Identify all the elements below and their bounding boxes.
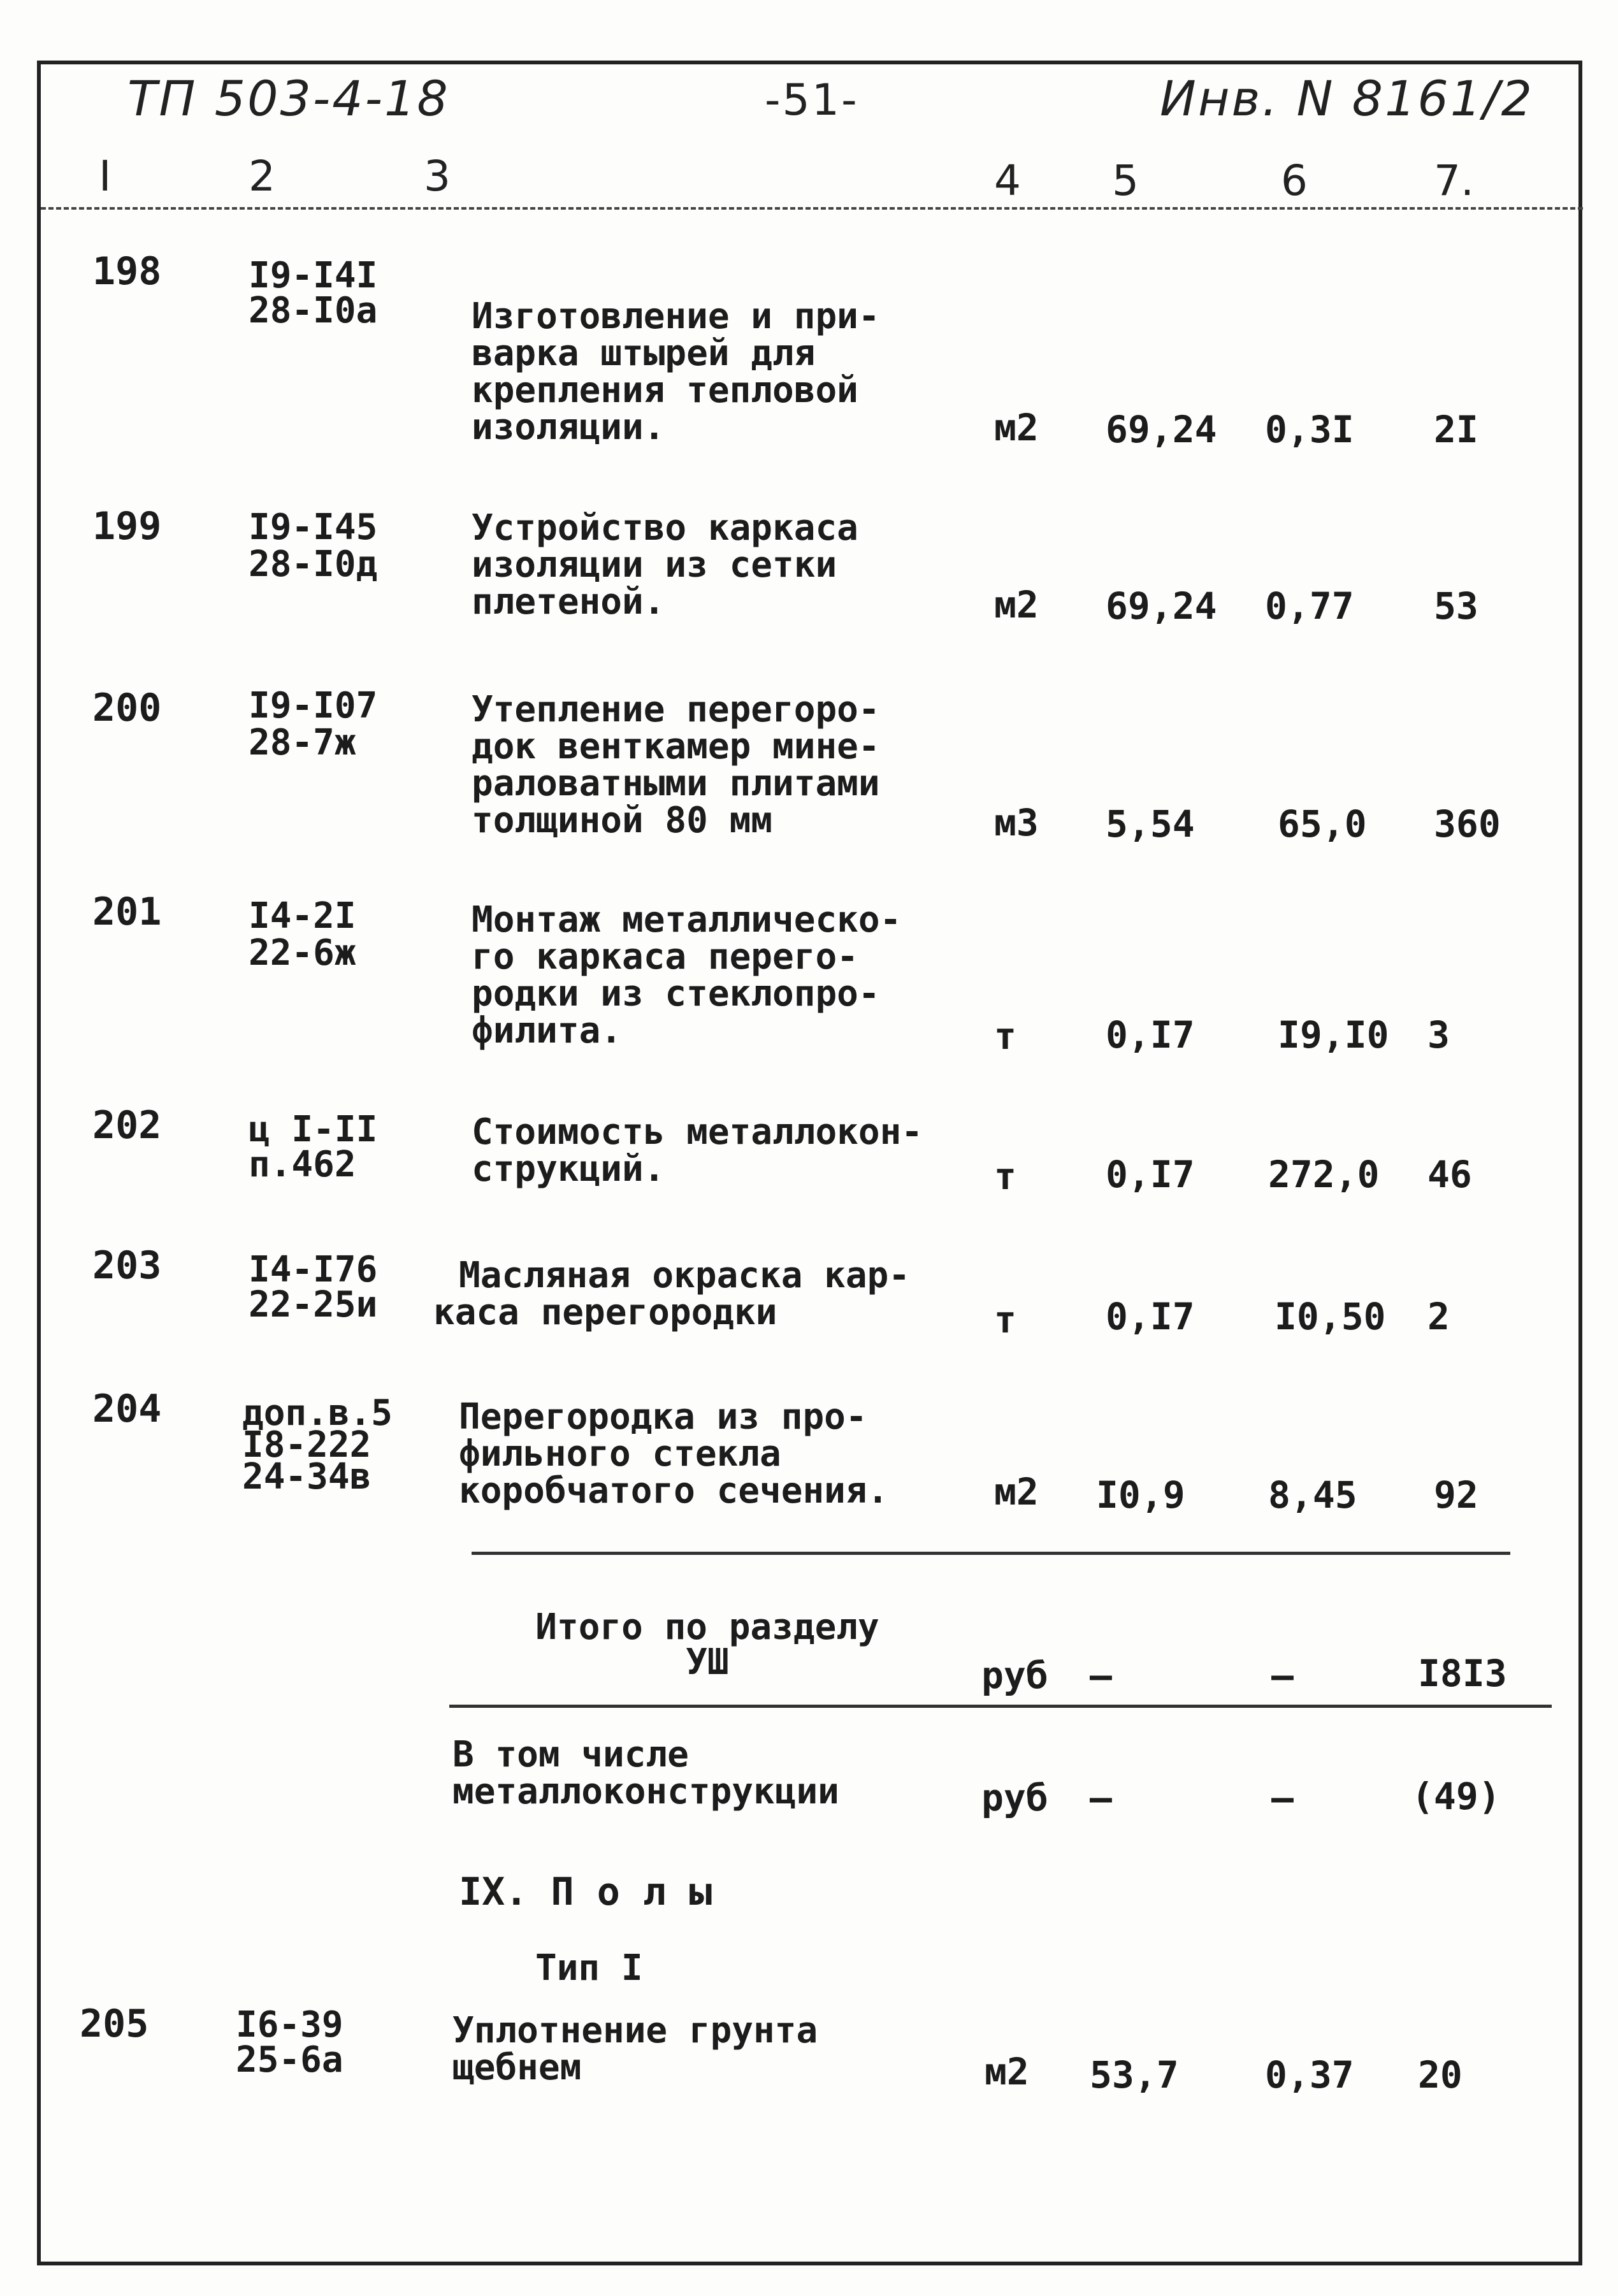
row-description-line: плетеной. bbox=[472, 581, 665, 623]
section-type: Тип I bbox=[535, 1947, 643, 1989]
including-dash: – bbox=[1271, 1776, 1294, 1819]
row-number: 202 bbox=[92, 1103, 162, 1148]
row-description-line: док венткамер мине- bbox=[472, 726, 880, 767]
page-number: -51- bbox=[765, 75, 859, 126]
row-total: 2 bbox=[1427, 1295, 1450, 1338]
row-total: 20 bbox=[1418, 2053, 1463, 2097]
row-code: 28-I0а bbox=[249, 290, 378, 331]
row-price: 0,3I bbox=[1265, 408, 1354, 451]
row-description-line: толщиной 80 мм bbox=[472, 800, 773, 841]
row-description-line: Изготовление и при- bbox=[472, 296, 880, 337]
section-title: IX. П о л ы bbox=[459, 1870, 712, 1914]
row-code: 22-6ж bbox=[249, 932, 356, 974]
row-number: 200 bbox=[92, 686, 162, 730]
row-code: I8-222 bbox=[242, 1424, 372, 1466]
row-description-line: каса перегородки bbox=[433, 1292, 777, 1333]
row-description-line: щебнем bbox=[452, 2047, 582, 2088]
row-code: I9-I07 bbox=[249, 685, 378, 726]
summary-dash: – bbox=[1271, 1654, 1294, 1697]
row-code: ц I-II bbox=[249, 1109, 378, 1150]
row-quantity: 53,7 bbox=[1090, 2053, 1179, 2097]
row-number: 204 bbox=[92, 1387, 162, 1431]
row-number: 201 bbox=[92, 890, 162, 934]
row-price: 0,77 bbox=[1265, 584, 1354, 628]
col-header-1: I bbox=[99, 152, 112, 201]
row-price: 65,0 bbox=[1278, 802, 1367, 846]
row-number: 199 bbox=[92, 504, 162, 549]
summary-total: I8I3 bbox=[1418, 1652, 1507, 1695]
row-quantity: 69,24 bbox=[1106, 408, 1217, 451]
row-code: I4-I76 bbox=[249, 1249, 378, 1290]
row-unit: м2 bbox=[994, 1470, 1039, 1513]
row-unit: т bbox=[994, 1155, 1016, 1198]
row-unit: м2 bbox=[985, 2050, 1029, 2093]
row-description-line: крепления тепловой bbox=[472, 370, 858, 411]
row-description-line: изоляции. bbox=[472, 407, 665, 448]
row-code: 25-6а bbox=[236, 2039, 343, 2081]
inventory-number: Инв. N 8161/2 bbox=[1160, 70, 1535, 127]
row-price: 8,45 bbox=[1268, 1473, 1357, 1517]
row-description-line: филита. bbox=[472, 1010, 623, 1051]
row-unit: м2 bbox=[994, 406, 1039, 449]
including-dash: – bbox=[1090, 1776, 1112, 1819]
including-label: металлоконструкции bbox=[452, 1771, 839, 1812]
row-quantity: 0,I7 bbox=[1106, 1153, 1195, 1196]
row-quantity: 69,24 bbox=[1106, 584, 1217, 628]
row-total: 46 bbox=[1427, 1153, 1472, 1196]
row-price: 272,0 bbox=[1268, 1153, 1380, 1196]
summary-rule-bottom bbox=[449, 1705, 1552, 1708]
row-description-line: го каркаса перего- bbox=[472, 936, 858, 978]
row-code: 28-7ж bbox=[249, 722, 356, 763]
row-description-line: коробчатого сечения. bbox=[459, 1470, 889, 1512]
row-code: 22-25и bbox=[249, 1284, 378, 1325]
row-code: 28-I0д bbox=[249, 544, 378, 585]
summary-label: Итого по разделу bbox=[535, 1606, 879, 1648]
row-quantity: 5,54 bbox=[1106, 802, 1195, 846]
row-total: 53 bbox=[1434, 584, 1478, 628]
row-total: 3 bbox=[1427, 1013, 1450, 1057]
row-total: 92 bbox=[1434, 1473, 1478, 1517]
row-description-line: Монтаж металлическо- bbox=[472, 899, 902, 941]
row-description-line: Утепление перегоро- bbox=[472, 689, 880, 730]
row-number: 205 bbox=[80, 2002, 149, 2046]
summary-rule-top bbox=[472, 1552, 1510, 1555]
row-total: 360 bbox=[1434, 802, 1501, 846]
summary-dash: – bbox=[1090, 1654, 1112, 1697]
col-header-4: 4 bbox=[994, 156, 1021, 205]
row-unit: м3 bbox=[994, 801, 1039, 844]
row-code: 24-34в bbox=[242, 1456, 372, 1498]
row-description-line: Стоимость металлокон- bbox=[472, 1111, 923, 1153]
col-header-5: 5 bbox=[1112, 156, 1139, 205]
row-description-line: фильного стекла bbox=[459, 1433, 781, 1475]
row-description-line: Масляная окраска кар- bbox=[459, 1255, 911, 1296]
row-description-line: раловатными плитами bbox=[472, 763, 880, 804]
row-price: 0,37 bbox=[1265, 2053, 1354, 2097]
row-code: I9-I45 bbox=[249, 507, 378, 548]
including-unit: руб bbox=[981, 1776, 1048, 1819]
row-quantity: 0,I7 bbox=[1106, 1295, 1195, 1338]
row-code: I9-I4I bbox=[249, 255, 378, 296]
row-unit: т bbox=[994, 1014, 1016, 1058]
row-code: доп.в.5 bbox=[242, 1392, 393, 1434]
row-description-line: струкций. bbox=[472, 1148, 665, 1190]
col-header-7: 7. bbox=[1434, 156, 1474, 205]
row-code: I6-39 bbox=[236, 2004, 343, 2046]
row-description-line: Устройство каркаса bbox=[472, 507, 858, 549]
including-total: (49) bbox=[1412, 1775, 1501, 1818]
row-number: 203 bbox=[92, 1243, 162, 1288]
col-header-2: 2 bbox=[249, 152, 275, 201]
row-price: I9,I0 bbox=[1278, 1013, 1389, 1057]
row-total: 2I bbox=[1434, 408, 1478, 451]
row-description-line: Перегородка из про- bbox=[459, 1396, 867, 1438]
col-header-3: 3 bbox=[424, 152, 451, 201]
summary-label-section: УШ bbox=[686, 1642, 729, 1683]
row-description-line: варка штырей для bbox=[472, 333, 816, 374]
col-header-6: 6 bbox=[1281, 156, 1308, 205]
row-quantity: 0,I7 bbox=[1106, 1013, 1195, 1057]
row-number: 198 bbox=[92, 249, 162, 294]
row-quantity: I0,9 bbox=[1096, 1473, 1185, 1517]
row-unit: т bbox=[994, 1298, 1016, 1341]
row-description-line: изоляции из сетки bbox=[472, 544, 837, 586]
row-price: I0,50 bbox=[1275, 1295, 1386, 1338]
header-divider bbox=[41, 207, 1583, 210]
row-code: I4-2I bbox=[249, 895, 356, 937]
row-description-line: родки из стеклопро- bbox=[472, 973, 880, 1014]
summary-unit: руб bbox=[981, 1654, 1048, 1697]
row-unit: м2 bbox=[994, 583, 1039, 626]
doc-code: ТП 503-4-18 bbox=[127, 70, 450, 127]
row-code: п.462 bbox=[249, 1144, 356, 1185]
row-description-line: Уплотнение грунта bbox=[452, 2010, 818, 2051]
including-label: В том числе bbox=[452, 1734, 689, 1775]
